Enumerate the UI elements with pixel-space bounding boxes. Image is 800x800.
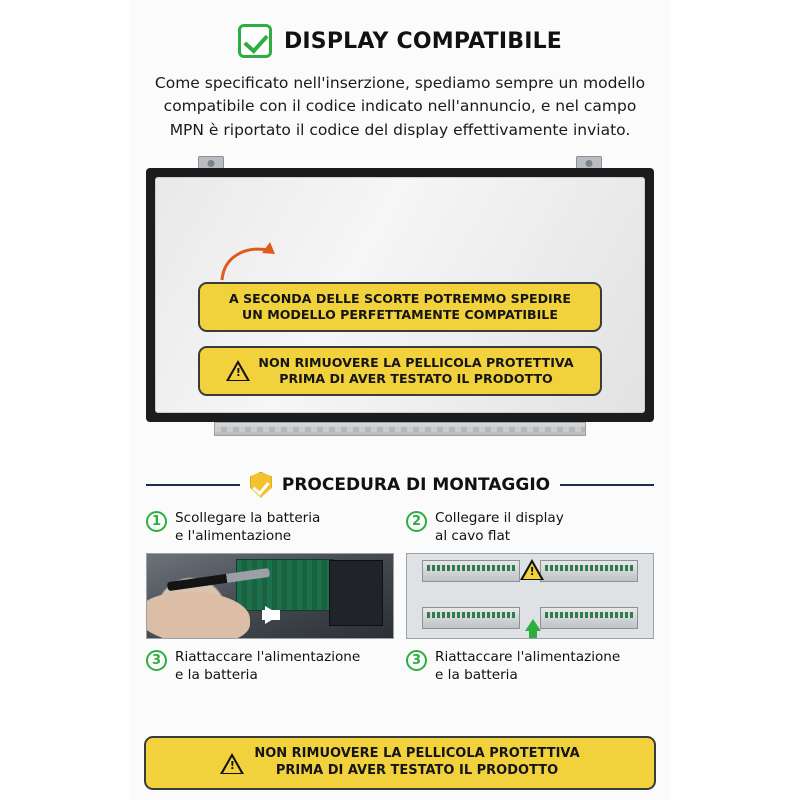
panel-warning-line2: PRIMA DI AVER TESTATO IL PRODOTTO (279, 370, 553, 386)
warning-triangle-icon: ! (226, 360, 250, 381)
step-1 (146, 510, 394, 639)
direction-arrow-icon (265, 606, 280, 624)
compatibility-banner-line2: UN MODELLO PERFETTAMENTE COMPATIBILE (242, 306, 558, 322)
panel-flex-cable (214, 422, 586, 436)
flat-cable-connector-3 (422, 607, 520, 629)
step-3-left-line2: e la batteria (175, 666, 258, 683)
check-icon (238, 24, 272, 58)
step-3-right-line2: e la batteria (435, 666, 518, 683)
step-3-right-line1: Riattaccare l'alimentazione (435, 648, 621, 665)
flat-cable-connector-1 (422, 560, 520, 582)
rule-left (146, 484, 240, 486)
battery-pack (329, 560, 383, 626)
left-margin (0, 0, 130, 800)
flat-cable-connector-2 (540, 560, 638, 582)
connector-diagram-photo (406, 553, 654, 639)
display-panel-illustration (146, 156, 654, 456)
step-2-line2: al cavo flat (435, 527, 511, 544)
panel-warning-line1: NON RIMUOVERE LA PELLICOLA PROTETTIVA (258, 354, 574, 370)
step-3-left-number: 3 (146, 650, 167, 671)
step-3-left-line1: Riattaccare l'alimentazione (175, 648, 361, 665)
panel-warning-banner (198, 346, 602, 396)
step-3-right (406, 649, 654, 685)
step-1-label (146, 510, 394, 546)
procedure-steps-row-2 (144, 649, 656, 685)
panel-surface (155, 177, 645, 413)
laptop-internals-photo (146, 553, 394, 639)
bottom-warning-banner (144, 736, 656, 790)
procedure-header (144, 472, 656, 498)
header (144, 24, 656, 58)
intro-paragraph: Come specificato nell'inserzione, spediamo sempre un modello compatibile con il codice indicato nell'annuncio, e nel campo MPN è riportato il codice del display effettivamente inviato. (154, 74, 646, 139)
step-3-left (146, 649, 394, 685)
flat-cable-connector-4 (540, 607, 638, 629)
step-1-line1: Scollegare la batteria (175, 509, 321, 526)
rule-right (560, 484, 654, 486)
step-2-text (435, 510, 564, 546)
shield-check-icon (250, 472, 272, 498)
step-1-number: 1 (146, 511, 167, 532)
bottom-warning-line1: NON RIMUOVERE LA PELLICOLA PROTETTIVA (254, 746, 580, 762)
step-3-left-text (175, 649, 360, 685)
motherboard (236, 559, 334, 611)
compatibility-banner (198, 282, 602, 332)
step-3-right-number: 3 (406, 650, 427, 671)
step-2-label (406, 510, 654, 546)
panel-bezel (146, 168, 654, 422)
bottom-warning-line2: PRIMA DI AVER TESTATO IL PRODOTTO (275, 763, 559, 779)
page-title: DISPLAY COMPATIBILE (283, 28, 563, 54)
curved-arrow-icon (218, 240, 278, 282)
procedure-steps-row-1 (144, 510, 656, 639)
step-2-number: 2 (406, 511, 427, 532)
step-2 (406, 510, 654, 639)
warning-triangle-icon: ! (220, 753, 244, 774)
step-1-line2: e l'alimentazione (175, 527, 292, 544)
step-1-text (175, 510, 320, 546)
right-margin (670, 0, 800, 800)
step-3-right-text (435, 649, 620, 685)
procedure-title: PROCEDURA DI MONTAGGIO (281, 474, 551, 495)
content-card (130, 0, 670, 800)
compatibility-banner-line1: A SECONDA DELLE SCORTE POTREMMO SPEDIRE (228, 290, 572, 306)
step-2-line1: Collegare il display (435, 509, 564, 526)
warning-triangle-icon: ! (520, 559, 544, 580)
insert-arrow-icon (525, 619, 541, 631)
